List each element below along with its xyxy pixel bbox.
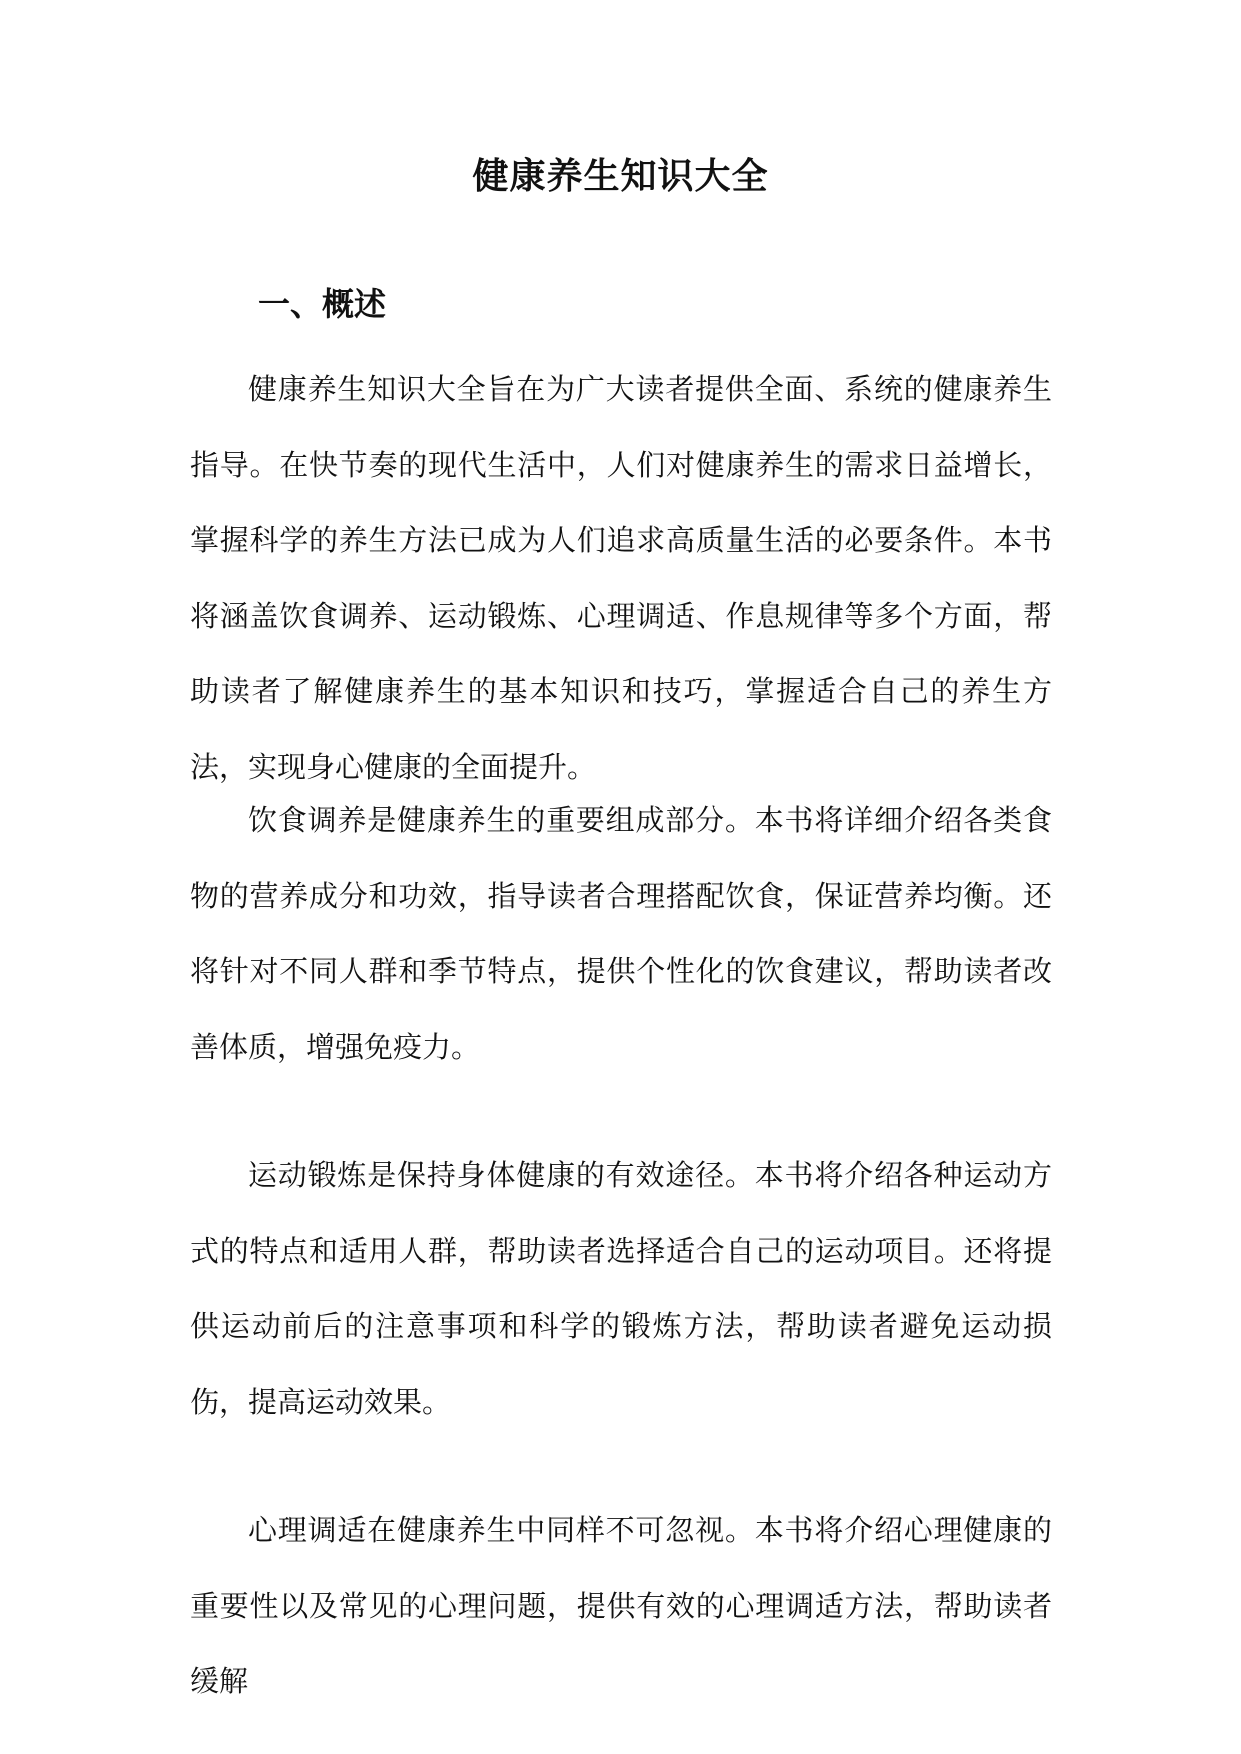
paragraph-exercise: 运动锻炼是保持身体健康的有效途径。本书将介绍各种运动方式的特点和适用人群，帮助读者选择适合自己的运动项目。还将提供运动前后的注意事项和科学的锻炼方法，帮助读者避免运动损伤，提高运动效果。 xyxy=(190,1158,1052,1419)
document-title: 健康养生知识大全 xyxy=(472,155,769,197)
section-heading-overview: 一、概述 xyxy=(258,285,387,323)
paragraph-intro: 健康养生知识大全旨在为广大读者提供全面、系统的健康养生指导。在快节奏的现代生活中，人们对健康养生的需求日益增长，掌握科学的养生方法已成为人们追求高质量生活的必要条件。本书将涵盖饮食调养、运动锻炼、心理调适、作息规律等多个方面，帮助读者了解健康养生的基本知识和技巧，掌握适合自己的养生方法，实现身心健康的全面提升。 xyxy=(190,372,1052,784)
paragraph-mental: 心理调适在健康养生中同样不可忽视。本书将介绍心理健康的重要性以及常见的心理问题，提供有效的心理调适方法，帮助读者缓解 xyxy=(190,1513,1052,1698)
paragraph-diet: 饮食调养是健康养生的重要组成部分。本书将详细介绍各类食物的营养成分和功效，指导读者合理搭配饮食，保证营养均衡。还将针对不同人群和季节特点，提供个性化的饮食建议，帮助读者改善体质，增强免疫力。 xyxy=(190,803,1052,1064)
